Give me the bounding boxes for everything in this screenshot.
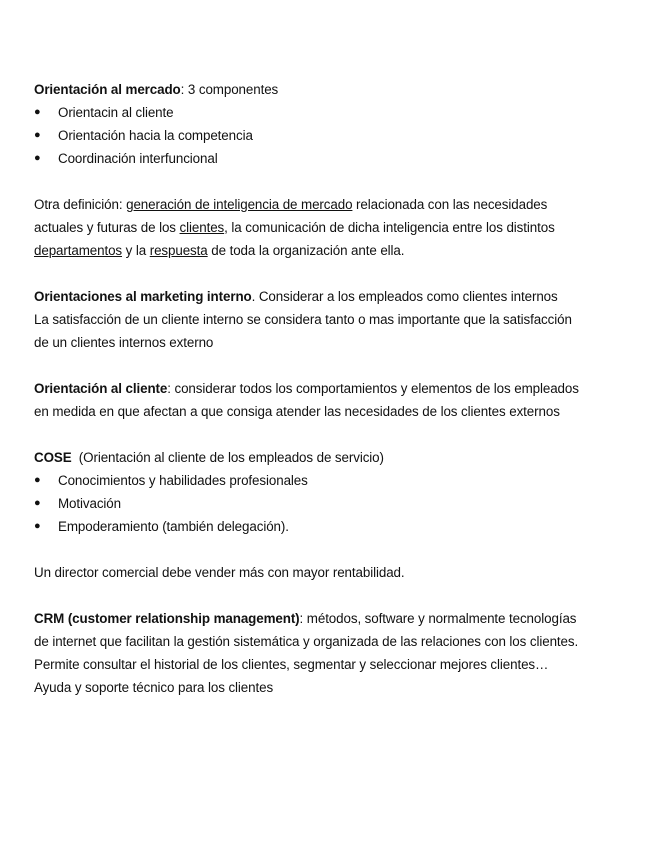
underlined-term: generación de inteligencia de mercado xyxy=(126,197,353,212)
list-item xyxy=(34,515,634,538)
list-item xyxy=(34,147,634,170)
bullet-icon: ● xyxy=(34,129,41,141)
definition-line-2 xyxy=(34,216,634,239)
list-item-text: Motivación xyxy=(58,496,122,511)
definition-line-1 xyxy=(34,193,634,216)
text-run: : métodos, software y normalmente tecnologías xyxy=(299,611,577,626)
bullet-icon: ● xyxy=(34,152,41,164)
text-run: y la xyxy=(122,243,150,258)
crm-line-3: Permite consultar el historial de los clientes, segmentar y seleccionar mejores clientes… xyxy=(34,657,549,672)
paragraph-gap xyxy=(34,423,634,446)
list-item xyxy=(34,124,634,147)
cose-heading: COSE xyxy=(34,450,72,465)
crm-heading: CRM (customer relationship management) xyxy=(34,611,300,626)
list-item-text: Coordinación interfuncional xyxy=(58,151,218,166)
underlined-term: respuesta xyxy=(149,243,208,258)
crm-line-2: de internet que facilitan la gestión sistemática y organizada de las relaciones con los clientes. xyxy=(34,634,579,649)
sales-director-line: Un director comercial debe vender más con mayor rentabilidad. xyxy=(34,565,405,580)
bullet-icon: ● xyxy=(34,520,41,532)
paragraph-gap xyxy=(34,538,634,561)
text-run: de toda la organización ante ella. xyxy=(207,243,405,258)
customer-orientation-line-1 xyxy=(34,377,634,400)
cose-line xyxy=(34,446,634,469)
bullet-icon: ● xyxy=(34,106,41,118)
text-run: actuales y futuras de los xyxy=(34,220,180,235)
crm-line-1 xyxy=(34,607,634,630)
definition-line-3 xyxy=(34,239,634,262)
internal-marketing-line-2: La satisfacción de un cliente interno se considera tanto o mas importante que la satisfacción xyxy=(34,312,572,327)
customer-orientation-heading: Orientación al cliente xyxy=(34,381,168,396)
customer-orientation-line-2: en medida en que afectan a que consiga atender las necesidades de los clientes externos xyxy=(34,404,560,419)
list-item-text: Orientacin al cliente xyxy=(58,105,174,120)
text-run: : considerar todos los comportamientos y elementos de los empleados xyxy=(167,381,579,396)
market-orientation-line xyxy=(34,78,634,101)
list-item-text: Orientación hacia la competencia xyxy=(58,128,253,143)
underlined-term: clientes xyxy=(179,220,225,235)
text-run: (Orientación al cliente de los empleados de servicio) xyxy=(71,450,384,465)
internal-marketing-line-3: de un clientes internos externo xyxy=(34,335,214,350)
list-item-text: Empoderamiento (también delegación). xyxy=(58,519,289,534)
paragraph-gap xyxy=(34,170,634,193)
text-run: . Considerar a los empleados como clientes internos xyxy=(251,289,558,304)
list-item-text: Conocimientos y habilidades profesionales xyxy=(58,473,308,488)
paragraph-gap xyxy=(34,354,634,377)
internal-marketing-heading: Orientaciones al marketing interno xyxy=(34,289,252,304)
list-item xyxy=(34,492,634,515)
document-page xyxy=(34,78,634,699)
underlined-term: departamentos xyxy=(34,243,123,258)
market-orientation-text: : 3 componentes xyxy=(180,82,279,97)
list-item xyxy=(34,101,634,124)
list-item xyxy=(34,469,634,492)
text-run: Otra definición: xyxy=(34,197,127,212)
internal-marketing-line-1 xyxy=(34,285,634,308)
paragraph-gap xyxy=(34,262,634,285)
text-run: relacionada con las necesidades xyxy=(352,197,548,212)
text-run: , la comunicación de dicha inteligencia entre los distintos xyxy=(224,220,555,235)
bullet-icon: ● xyxy=(34,497,41,509)
crm-line-4: Ayuda y soporte técnico para los clientes xyxy=(34,680,274,695)
paragraph-gap xyxy=(34,584,634,607)
market-orientation-heading: Orientación al mercado xyxy=(34,82,181,97)
bullet-icon: ● xyxy=(34,474,41,486)
